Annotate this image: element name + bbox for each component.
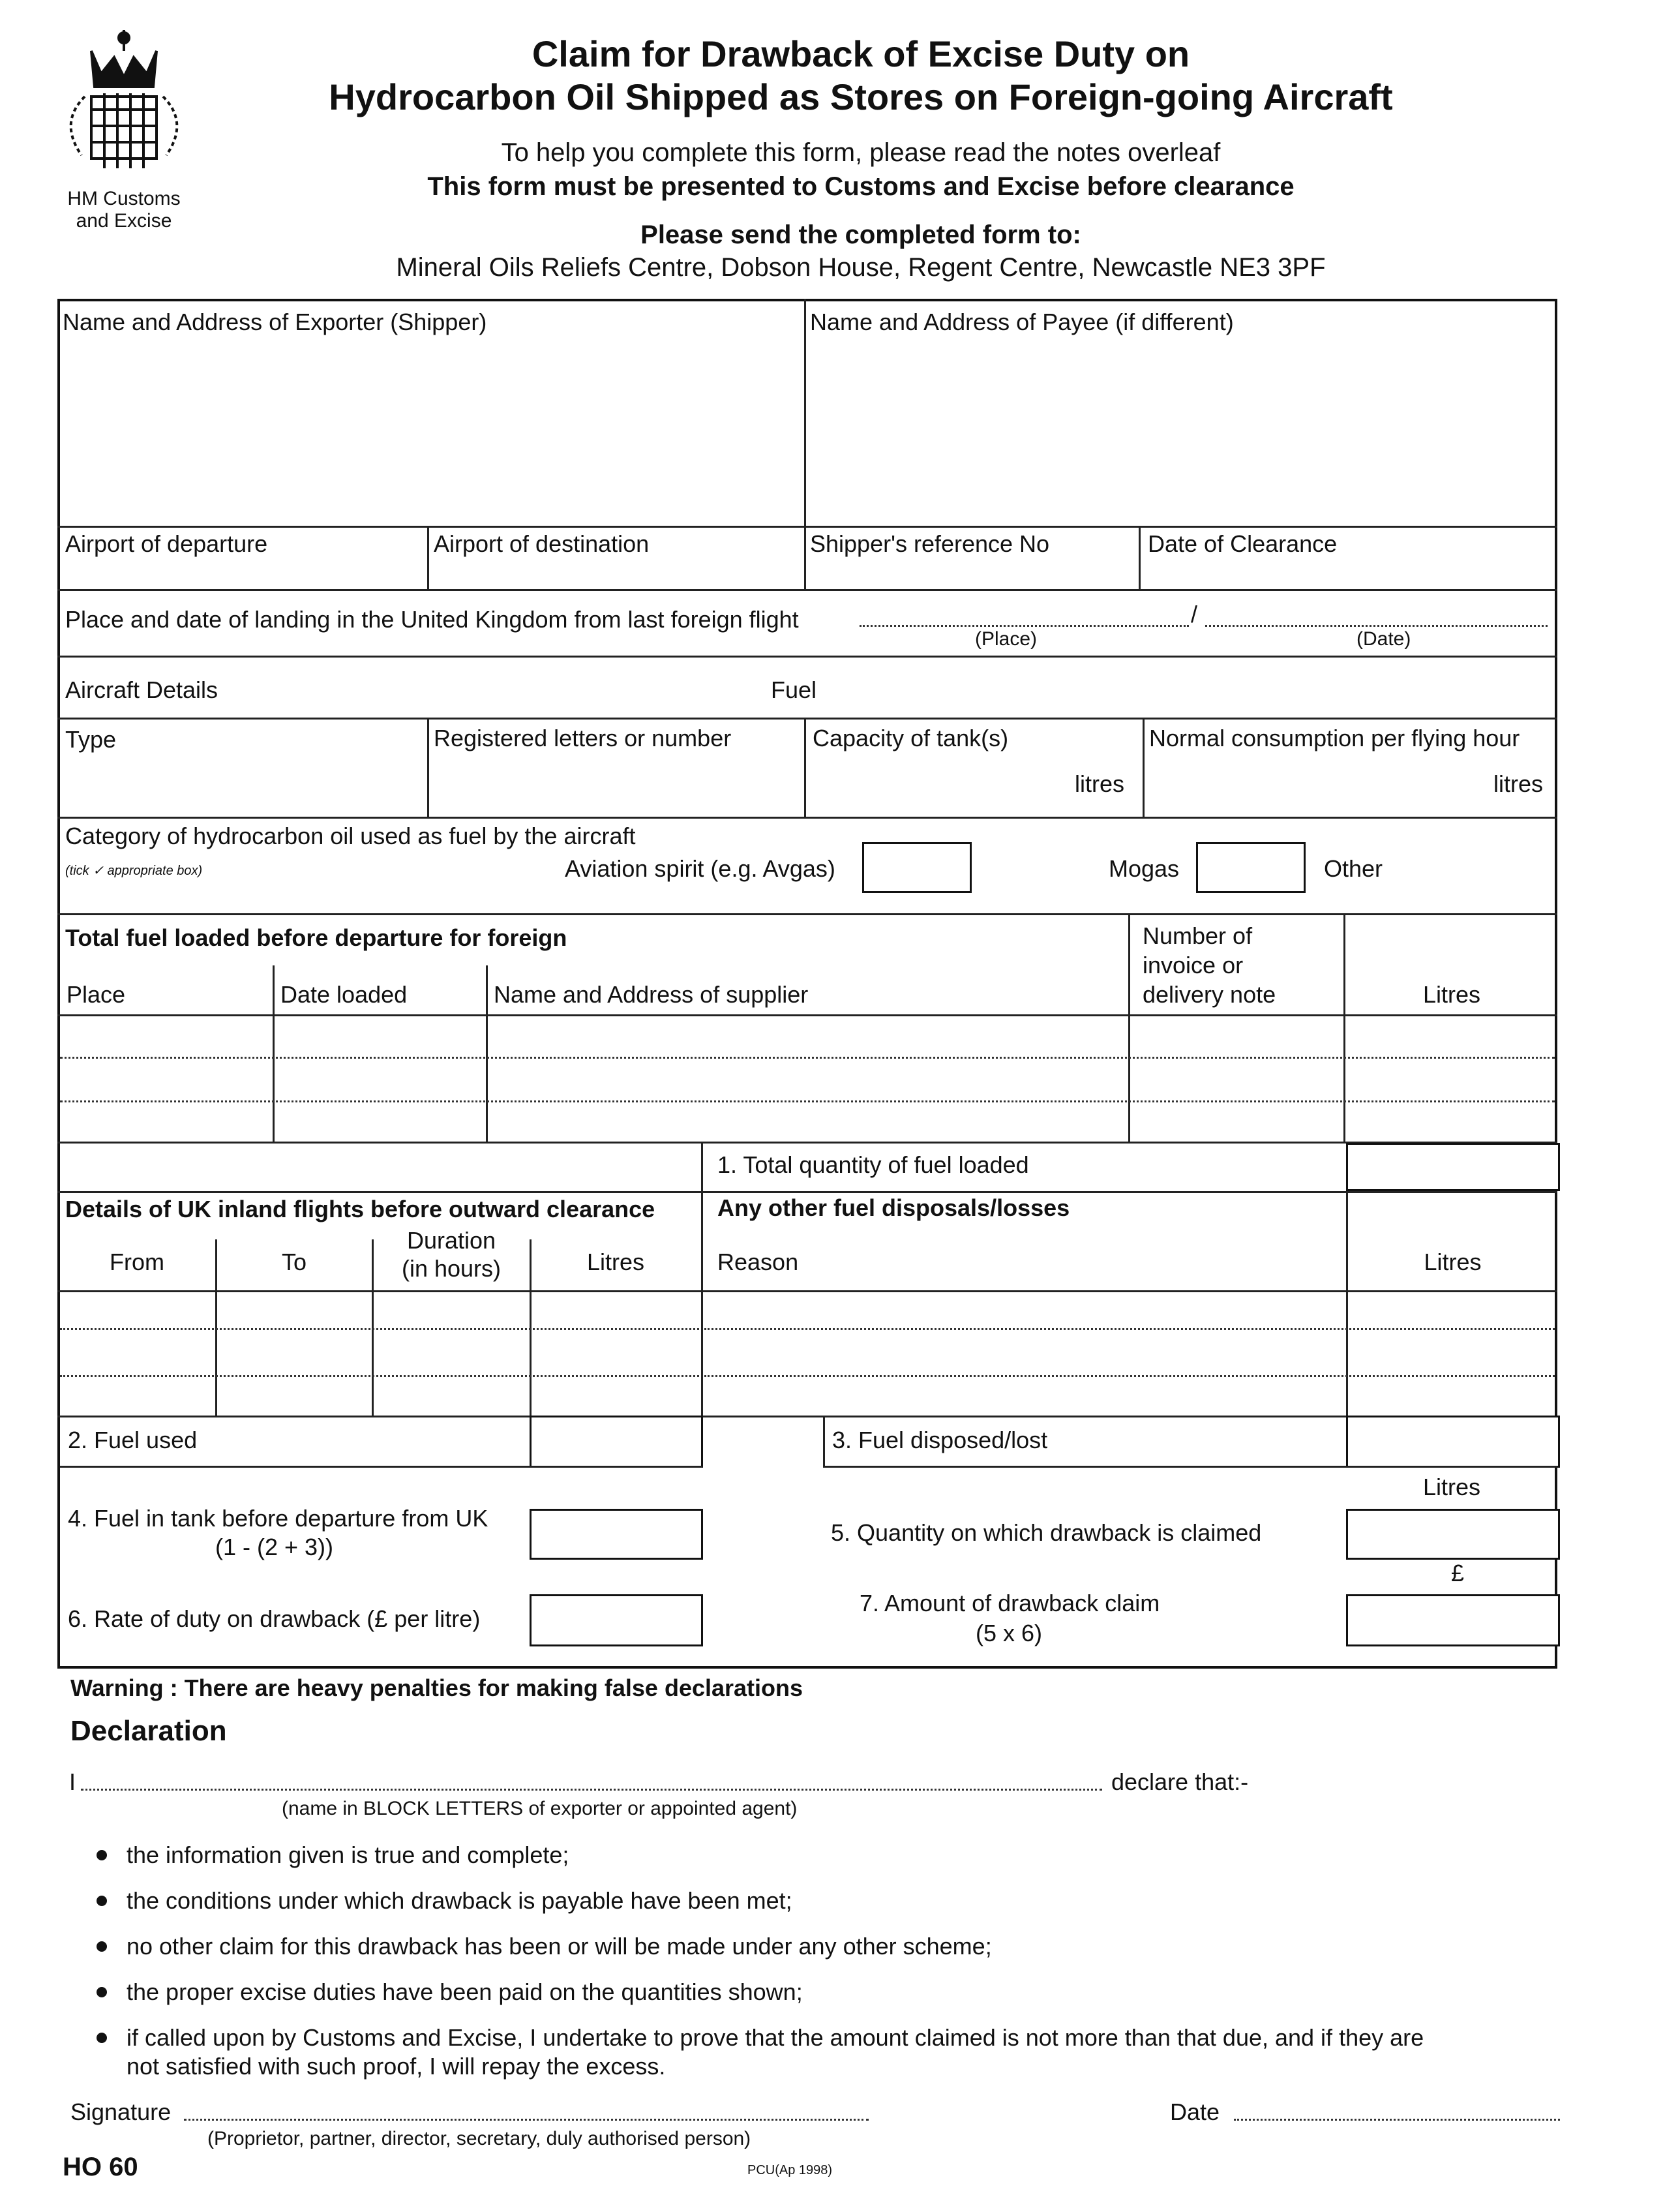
divider (486, 965, 488, 1142)
logo-caption-line2: and Excise (76, 210, 172, 232)
divider (57, 1290, 1557, 1292)
date-caption: (Date) (1356, 628, 1411, 650)
declarant-name-field[interactable] (81, 1789, 1102, 1791)
divider (1139, 526, 1141, 589)
logo-caption-line1: HM Customs (67, 188, 181, 209)
divider (1128, 913, 1130, 1142)
clearance-date-field[interactable] (1141, 560, 1554, 587)
fuel-label: Fuel (771, 676, 817, 703)
rate-label: 6. Rate of duty on drawback (£ per litre) (68, 1605, 481, 1632)
total-loaded-label: 1. Total quantity of fuel loaded (717, 1151, 1029, 1178)
signature-caption: (Proprietor, partner, director, secretary, duly authorised person) (207, 2128, 751, 2149)
date-loaded-header: Date loaded (280, 981, 408, 1008)
fuel-loaded-litres-header: Litres (1422, 981, 1481, 1008)
type-label: Type (65, 726, 117, 753)
landing-separator: / (1191, 601, 1198, 628)
mogas-checkbox[interactable] (1196, 842, 1306, 893)
disposals-heading: Any other fuel disposals/losses (717, 1194, 1070, 1221)
divider (427, 718, 429, 817)
aircraft-details-label: Aircraft Details (65, 676, 218, 703)
invoice-header-line1: Number of (1143, 922, 1253, 949)
category-label: Category of hydrocarbon oil used as fuel by the aircraft (65, 823, 636, 849)
total-loaded-field[interactable] (1346, 1143, 1560, 1191)
divider (823, 1416, 825, 1468)
print-code: PCU(Ap 1998) (747, 2163, 833, 2177)
declaration-item: the proper excise duties have been paid on the quantities shown; (127, 1978, 803, 2005)
declaration-heading: Declaration (70, 1715, 227, 1747)
exporter-field[interactable] (60, 342, 802, 524)
departure-label: Airport of departure (65, 530, 268, 557)
bullet-icon (97, 2033, 107, 2043)
signature-field[interactable] (184, 2119, 869, 2121)
exporter-label: Name and Address of Exporter (Shipper) (63, 309, 487, 335)
supplier-header: Name and Address of supplier (494, 981, 809, 1008)
divider (57, 589, 1557, 591)
tank-label-line2: (1 - (2 + 3)) (215, 1534, 334, 1560)
bullet-icon (97, 1896, 107, 1906)
bullet-icon (97, 1850, 107, 1860)
inland-heading: Details of UK inland flights before outward clearance (65, 1196, 655, 1222)
landing-label: Place and date of landing in the United Kingdom from last foreign flight (65, 606, 799, 633)
divider (273, 965, 275, 1142)
divider (57, 1014, 1557, 1016)
inland-row-1[interactable] (60, 1328, 699, 1330)
declaration-suffix: declare that:- (1111, 1768, 1249, 1795)
landing-date-field[interactable] (1205, 625, 1548, 627)
form-title-line2: Hydrocarbon Oil Shipped as Stores on Foreign-going Aircraft (329, 76, 1393, 117)
declaration-item: no other claim for this drawback has been or will be made under any other scheme; (127, 1933, 992, 1960)
divider (427, 526, 429, 589)
fuel-used-label: 2. Fuel used (68, 1427, 198, 1453)
quantity-field[interactable] (1346, 1509, 1560, 1560)
place-header: Place (67, 981, 126, 1008)
tank-label-line1: 4. Fuel in tank before departure from UK (68, 1505, 488, 1532)
duration-header-line2: (in hours) (401, 1255, 502, 1282)
divider (1143, 718, 1145, 817)
registration-field[interactable] (430, 757, 802, 814)
avgas-checkbox[interactable] (862, 842, 972, 893)
landing-place-field[interactable] (860, 625, 1189, 627)
divider (60, 1466, 702, 1468)
amount-label-line2: (5 x 6) (976, 1620, 1043, 1646)
capacity-field[interactable] (807, 757, 1068, 814)
fuel-used-field[interactable] (530, 1416, 703, 1468)
declaration-item: not satisfied with such proof, I will repay the excess. (127, 2053, 666, 2080)
type-field[interactable] (60, 757, 425, 814)
divider (804, 718, 806, 817)
destination-label: Airport of destination (434, 530, 650, 557)
inland-litres-header: Litres (586, 1249, 645, 1275)
bullet-icon (97, 1987, 107, 1997)
tank-field[interactable] (530, 1509, 703, 1560)
place-caption: (Place) (975, 628, 1038, 650)
divider (1346, 1191, 1348, 1416)
fuel-disposed-label: 3. Fuel disposed/lost (832, 1427, 1048, 1453)
divider (57, 1191, 1557, 1193)
declaration-item: if called upon by Customs and Excise, I undertake to prove that the amount claimed is not more than that due, and if they are (127, 2024, 1424, 2051)
reason-header: Reason (717, 1249, 799, 1275)
capacity-label: Capacity of tank(s) (813, 725, 1009, 751)
consumption-label: Normal consumption per flying hour (1149, 725, 1520, 751)
divider (57, 817, 1557, 819)
bullet-icon (97, 1941, 107, 1952)
fuel-loaded-heading: Total fuel loaded before departure for foreign (65, 924, 567, 951)
to-header: To (281, 1249, 307, 1275)
mogas-label: Mogas (1109, 855, 1180, 882)
avgas-label: Aviation spirit (e.g. Avgas) (565, 855, 835, 882)
invoice-header-line3: delivery note (1143, 981, 1276, 1008)
payee-field[interactable] (807, 342, 1554, 524)
fuel-disposed-field[interactable] (1346, 1416, 1560, 1468)
consumption-unit: litres (1493, 770, 1544, 797)
destination-field[interactable] (430, 560, 802, 587)
divider (804, 299, 806, 589)
date-label: Date (1170, 2098, 1220, 2125)
from-header: From (110, 1249, 164, 1275)
other-label: Other (1324, 855, 1383, 882)
declaration-date-field[interactable] (1234, 2119, 1560, 2121)
divider (57, 718, 1557, 720)
amount-label-line1: 7. Amount of drawback claim (860, 1590, 1160, 1616)
duration-header-line1: Duration (406, 1227, 496, 1254)
form-title-line1: Claim for Drawback of Excise Duty on (532, 33, 1190, 74)
declaration-item: the information given is true and complete; (127, 1841, 569, 1868)
capacity-unit: litres (1075, 770, 1125, 797)
departure-field[interactable] (60, 560, 425, 587)
divider (823, 1466, 1557, 1468)
quantity-label: 5. Quantity on which drawback is claimed (831, 1519, 1262, 1546)
divider (701, 1142, 703, 1416)
warning-text: Warning : There are heavy penalties for making false declarations (70, 1674, 803, 1701)
registration-label: Registered letters or number (434, 725, 732, 751)
name-caption: (name in BLOCK LETTERS of exporter or appointed agent) (282, 1798, 798, 1819)
shipper-ref-field[interactable] (807, 560, 1137, 587)
fuel-loaded-row-2[interactable] (60, 1100, 1555, 1102)
pound-caption: £ (1451, 1560, 1465, 1586)
divider (57, 656, 1557, 658)
divider (57, 1416, 1557, 1417)
payee-label: Name and Address of Payee (if different) (810, 309, 1234, 335)
send-to-address: Mineral Oils Reliefs Centre, Dobson House, Regent Centre, Newcastle NE3 3PF (396, 253, 1326, 282)
help-note: To help you complete this form, please read the notes overleaf (501, 138, 1221, 167)
declaration-item: the conditions under which drawback is payable have been met; (127, 1887, 792, 1914)
signature-label: Signature (70, 2098, 172, 2125)
divider (57, 1142, 1557, 1144)
disposals-litres-header: Litres (1424, 1249, 1482, 1275)
declaration-prefix: I (69, 1768, 76, 1795)
divider (57, 526, 1557, 528)
disposal-row-1[interactable] (704, 1328, 1555, 1330)
clearance-date-label: Date of Clearance (1148, 530, 1338, 557)
fuel-loaded-row-1[interactable] (60, 1057, 1555, 1059)
inland-row-2[interactable] (60, 1375, 699, 1377)
invoice-header-line2: invoice or (1143, 952, 1244, 978)
presentation-note: This form must be presented to Customs and Excise before clearance (427, 172, 1295, 201)
litres-caption: Litres (1423, 1474, 1481, 1500)
amount-field[interactable] (1346, 1594, 1560, 1646)
divider (1343, 913, 1345, 1142)
form-code: HO 60 (63, 2153, 138, 2181)
consumption-field[interactable] (1145, 757, 1478, 814)
shipper-ref-label: Shipper's reference No (810, 530, 1050, 557)
divider (57, 913, 1557, 915)
disposal-row-2[interactable] (704, 1375, 1555, 1377)
category-hint: (tick ✓ appropriate box) (65, 864, 203, 878)
send-to-label: Please send the completed form to: (640, 220, 1081, 249)
rate-field[interactable] (530, 1594, 703, 1646)
